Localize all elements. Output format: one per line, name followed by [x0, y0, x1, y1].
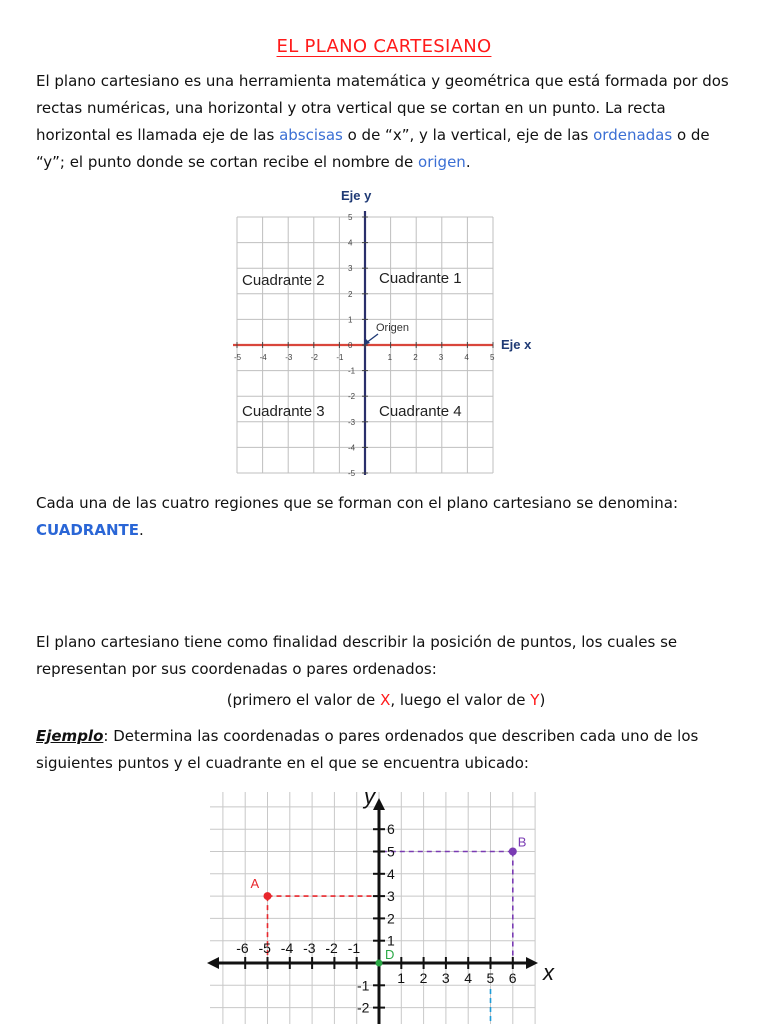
intro-text-4: . [465, 153, 471, 171]
point-d [376, 960, 383, 967]
quadrant-3-label: Cuadrante 3 [242, 403, 325, 420]
y-tick-label: 5 [387, 843, 395, 860]
y-tick-label: -3 [348, 417, 356, 427]
x-tick-label: 4 [464, 970, 472, 986]
y-tick-label: -1 [357, 977, 370, 994]
x-tick-label: 4 [464, 353, 469, 362]
points-plane-figure [200, 782, 570, 1024]
x-tick-label: -1 [347, 940, 361, 956]
y-tick-label: -2 [357, 999, 370, 1016]
point-b [509, 848, 517, 856]
quadrant-1-label: Cuadrante 1 [379, 270, 462, 287]
x-tick-label: -2 [310, 353, 318, 362]
y-tick-label: -1 [348, 366, 356, 376]
intro-text-1: El plano cartesiano es una herramienta matemática y geométrica que está formada por dos rectas numéricas, una horizontal y otra vertical que se cortan en un punto. La recta horizontal es llamada eje de las [36, 72, 729, 144]
term-origen: origen [418, 153, 466, 171]
x-tick-label: 2 [419, 970, 428, 986]
figure2-x-arrow-right [526, 957, 538, 969]
x-tick-label: 6 [508, 970, 517, 986]
orden-y: Y [530, 691, 540, 709]
cuadrante-text-end: . [138, 521, 144, 539]
intro-text-2: o de “x”, y la vertical, eje de las [342, 126, 594, 144]
figure2-grid [210, 792, 535, 1024]
ejemplo-paragraph [36, 723, 736, 777]
y-tick-label: 2 [387, 910, 395, 927]
figure1-origin-label: Origen [376, 322, 410, 334]
quadrant-4-label: Cuadrante 4 [379, 403, 462, 420]
x-tick-label: -4 [280, 940, 294, 956]
x-tick-label: 3 [438, 353, 444, 362]
figure2-x-arrow-left [207, 957, 219, 969]
finalidad-paragraph: El plano cartesiano tiene como finalidad describir la posición de puntos, los cuales se representan por sus coordenadas o pares ordenados: [36, 633, 678, 678]
figure2-x-axis-label: x [543, 960, 554, 985]
y-tick-label: -4 [348, 443, 356, 453]
y-tick-label: 2 [348, 289, 353, 299]
x-tick-label: -5 [258, 940, 271, 956]
cuadrante-paragraph [36, 490, 736, 544]
y-tick-label: 5 [348, 213, 353, 222]
term-ordenadas: ordenadas [593, 126, 673, 144]
y-tick-label: 3 [348, 264, 353, 274]
point-label-a: A [250, 876, 260, 892]
term-cuadrante: CUADRANTE [36, 521, 139, 539]
y-tick-label: 1 [348, 315, 353, 325]
x-tick-label: -6 [236, 940, 249, 956]
y-tick-label: 1 [387, 932, 395, 949]
x-tick-label: -3 [285, 353, 293, 362]
orden-x: X [380, 691, 391, 709]
y-tick-label: 4 [348, 238, 353, 248]
x-tick-label: -2 [325, 940, 338, 956]
y-tick-label: -5 [348, 469, 356, 478]
orden-text-1: (primero el valor de [226, 691, 381, 709]
x-tick-label: -1 [336, 353, 344, 362]
x-tick-label: 5 [486, 970, 495, 986]
figure1-x-axis-label: Eje x [501, 337, 532, 352]
y-tick-label: 3 [387, 888, 395, 905]
y-tick-label: 4 [387, 865, 395, 882]
cartesian-plane-figure [225, 183, 545, 478]
y-tick-label: 6 [387, 821, 395, 838]
figure2-y-axis-label: y [364, 784, 375, 809]
x-tick-label: 3 [441, 970, 450, 986]
orden-paragraph [36, 687, 736, 714]
figure1-y-axis-label: Eje y [341, 188, 372, 203]
orden-text-3: ) [539, 691, 546, 709]
y-tick-label: -2 [348, 392, 356, 402]
quadrant-2-label: Cuadrante 2 [242, 272, 325, 289]
ejemplo-label: Ejemplo [36, 727, 104, 745]
page-title: EL PLANO CARTESIANO [276, 36, 492, 57]
x-tick-label: 5 [490, 353, 495, 362]
x-tick-label: 1 [387, 353, 393, 362]
x-tick-label: 2 [413, 353, 418, 362]
intro-text-3: o de “y”; el punto donde se cortan recibe el nombre de [36, 126, 710, 171]
orden-text-2: , luego el valor de [390, 691, 531, 709]
point-label-d: D [385, 947, 395, 962]
x-tick-label: -5 [234, 353, 242, 362]
intro-paragraph [36, 68, 736, 176]
point-a [264, 892, 272, 900]
x-tick-label: 1 [397, 970, 406, 986]
point-label-b: B [517, 834, 527, 850]
ejemplo-text: : Determina las coordenadas o pares ordenados que describen cada uno de los siguientes puntos y el cuadrante en el que se encuentra ubicado: [36, 727, 699, 772]
y-tick-label: 0 [348, 341, 353, 350]
x-tick-label: -4 [259, 353, 267, 362]
cuadrante-text: Cada una de las cuatro regiones que se forman con el plano cartesiano se denomina: [36, 494, 679, 512]
term-abscisas: abscisas [279, 126, 343, 144]
x-tick-label: -3 [303, 940, 316, 956]
